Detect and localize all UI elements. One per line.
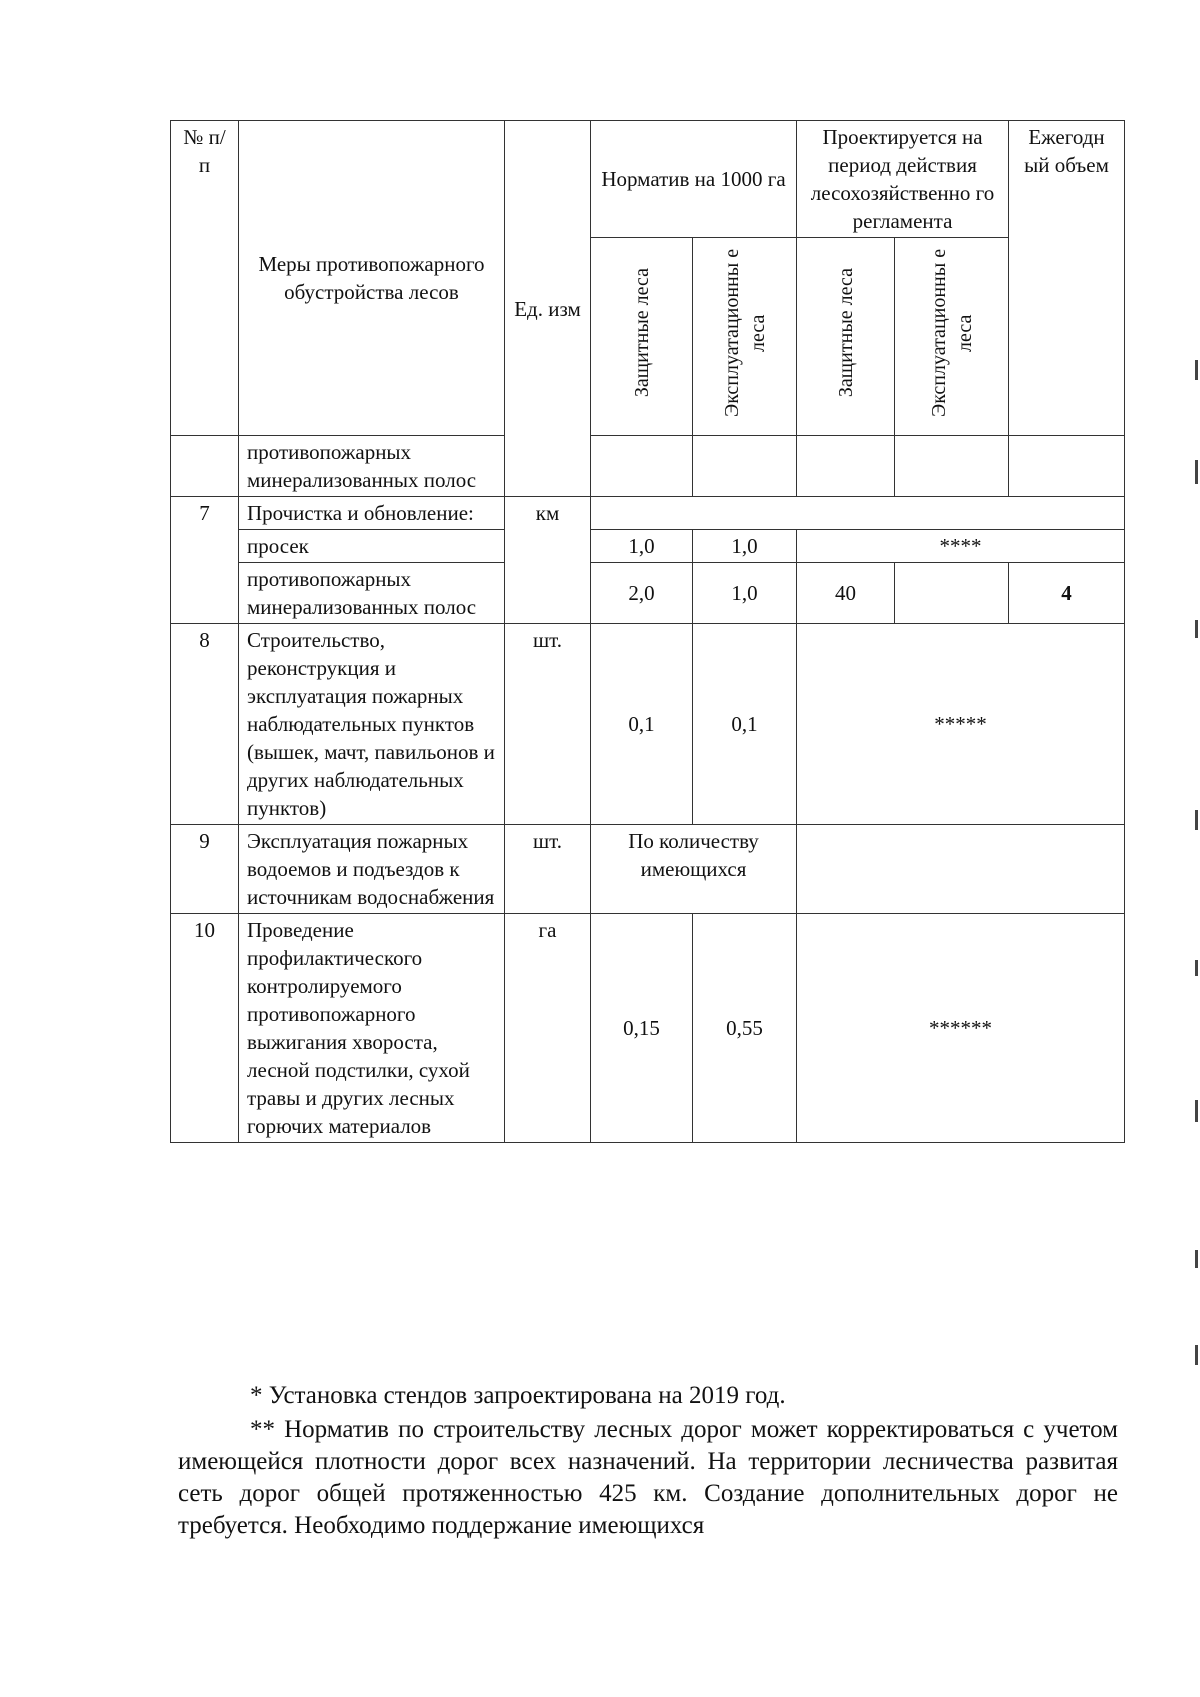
table-row — [171, 563, 1125, 624]
fire-protection-table — [170, 120, 1125, 1143]
footnote-2: ** Норматив по строительству лесных дорог может корректироваться с учетом имеющейся плотности дорог всех назначений. На территории лесничества развитая сеть дорог общей протяженностью 425 км. Создание дополнительных дорог не требуется. Необходимо поддержание имеющихся — [178, 1416, 1118, 1539]
row-unit: шт. — [505, 624, 591, 825]
scan-edge-mark — [1195, 460, 1198, 484]
scan-edge-mark — [1195, 360, 1198, 380]
row-unit: шт. — [505, 825, 591, 914]
header-planned: Проектируется на период действия лесохозяйственно го регламента — [797, 121, 1009, 238]
value-norm-exploitation: 0,55 — [693, 914, 797, 1143]
header-measure: Меры противопожарного обустройства лесов — [239, 121, 505, 436]
scan-edge-mark — [1195, 960, 1198, 976]
scan-edge-mark — [1195, 810, 1198, 830]
row-num — [171, 436, 239, 497]
cell — [797, 825, 1125, 914]
table-row — [171, 914, 1125, 1143]
value-norm-exploitation: 1,0 — [693, 563, 797, 624]
header-planned-protective: Защитные леса — [797, 238, 895, 436]
row-unit: км — [505, 497, 591, 624]
header-annual: Ежегодн ый объем — [1009, 121, 1125, 436]
row-num: 8 — [171, 624, 239, 825]
row-num: 7 — [171, 497, 239, 624]
cell — [591, 436, 693, 497]
cell — [895, 563, 1009, 624]
table-row — [171, 825, 1125, 914]
scan-edge-mark — [1195, 1345, 1198, 1365]
cell — [693, 436, 797, 497]
value-planned-protective: 40 — [797, 563, 895, 624]
value-planned: **** — [797, 530, 1125, 563]
value-norm: По количеству имеющихся — [591, 825, 797, 914]
header-planned-exploitation: Эксплуатационны е леса — [895, 238, 1009, 436]
value-norm-protective: 0,15 — [591, 914, 693, 1143]
cell — [797, 436, 895, 497]
header-norm-protective: Защитные леса — [591, 238, 693, 436]
row-unit: га — [505, 914, 591, 1143]
value-norm-exploitation: 0,1 — [693, 624, 797, 825]
value-annual: 4 — [1009, 563, 1125, 624]
row-measure: Строительство, реконструкция и эксплуатация пожарных наблюдательных пунктов (вышек, мачт, павильонов и других наблюдательных пунктов) — [239, 624, 505, 825]
row-measure: Эксплуатация пожарных водоемов и подъездов к источникам водоснабжения — [239, 825, 505, 914]
scan-edge-mark — [1195, 620, 1198, 638]
scan-edge-mark — [1195, 1100, 1198, 1122]
table-row — [171, 436, 1125, 497]
value-norm-protective: 2,0 — [591, 563, 693, 624]
row-num: 9 — [171, 825, 239, 914]
header-num: № п/п — [171, 121, 239, 436]
header-unit: Ед. изм — [505, 121, 591, 497]
header-norm: Норматив на 1000 га — [591, 121, 797, 238]
table-row — [171, 530, 1125, 563]
row-measure: Прочистка и обновление: — [239, 497, 505, 530]
row-measure: просек — [239, 530, 505, 563]
table-row — [171, 497, 1125, 530]
row-num: 10 — [171, 914, 239, 1143]
footnote-1: * Установка стендов запроектирована на 2019 год. — [250, 1382, 786, 1409]
value-planned: ****** — [797, 914, 1125, 1143]
value-planned: ***** — [797, 624, 1125, 825]
value-norm-exploitation: 1,0 — [693, 530, 797, 563]
header-norm-exploitation: Эксплуатационны е леса — [693, 238, 797, 436]
value-norm-protective: 1,0 — [591, 530, 693, 563]
cell — [895, 436, 1009, 497]
header-row-1 — [171, 121, 1125, 238]
row-measure: Проведение профилактического контролируемого противопожарного выжигания хвороста, лесной подстилки, сухой травы и других лесных горючих материалов — [239, 914, 505, 1143]
row-measure: противопожарных минерализованных полос — [239, 436, 505, 497]
value-norm-protective: 0,1 — [591, 624, 693, 825]
cell — [1009, 436, 1125, 497]
table-row — [171, 624, 1125, 825]
row-measure: противопожарных минерализованных полос — [239, 563, 505, 624]
scan-edge-mark — [1195, 1250, 1198, 1268]
cell — [591, 497, 1125, 530]
